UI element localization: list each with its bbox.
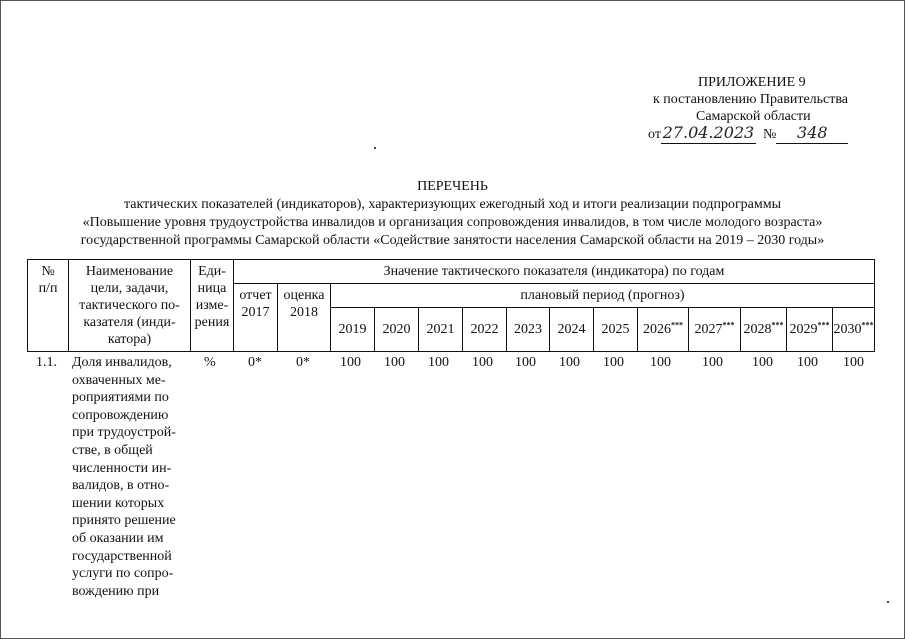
heading-title: ПЕРЕЧЕНЬ bbox=[417, 179, 488, 194]
header-values-by-year: Значение тактического показателя (индикатора) по годам bbox=[234, 260, 875, 284]
header-unit-line: рения bbox=[194, 315, 230, 330]
header-name-line: Наименование bbox=[85, 264, 174, 279]
row-value-2022: 100 bbox=[472, 355, 493, 370]
year-2028-label: 2028 bbox=[743, 322, 772, 337]
row-value-2021: 100 bbox=[428, 355, 449, 370]
year-2022: 2022 bbox=[463, 308, 507, 352]
year-2020: 2020 bbox=[375, 308, 419, 352]
header-name-line: катора) bbox=[107, 332, 152, 347]
header-name-line: тактического по- bbox=[79, 298, 180, 313]
row-value-2023: 100 bbox=[515, 355, 536, 370]
handwritten-number: 348 bbox=[797, 123, 828, 142]
row-value-2028: 100 bbox=[752, 355, 773, 370]
document-heading bbox=[0, 178, 905, 250]
row-indicator-name bbox=[72, 354, 187, 600]
name-line: шении которых bbox=[72, 495, 165, 511]
year-2021: 2021 bbox=[419, 308, 463, 352]
footnote-mark: *** bbox=[671, 320, 683, 330]
year-2024: 2024 bbox=[550, 308, 594, 352]
name-line: государственной bbox=[72, 548, 172, 564]
name-line: вождению при bbox=[72, 583, 160, 599]
name-line: принято решение bbox=[72, 513, 176, 529]
row-value-2017: 0* bbox=[248, 355, 262, 370]
appendix-resolution-line: к постановлению Правительства bbox=[653, 92, 849, 107]
heading-line-2: «Повышение уровня трудоустройства инвалидов и организация сопровождения инвалидов, в том числе молодого возраста» bbox=[82, 215, 823, 230]
row-value-2018: 0* bbox=[296, 355, 310, 370]
report-label: отчет bbox=[239, 288, 272, 303]
header-unit bbox=[191, 260, 234, 352]
row-value-2030: 100 bbox=[843, 355, 864, 370]
year-2027 bbox=[689, 308, 741, 352]
indicators-table bbox=[27, 259, 875, 352]
footnote-mark: *** bbox=[722, 320, 735, 330]
footnote-mark: *** bbox=[817, 320, 830, 330]
year-2029 bbox=[787, 308, 833, 352]
header-plan-period: плановый период (прогноз) bbox=[331, 284, 875, 308]
name-line: охваченных ме- bbox=[72, 372, 166, 388]
number-label: № bbox=[762, 127, 777, 142]
footnote-mark: *** bbox=[861, 320, 874, 330]
heading-line-3: государственной программы Самарской области «Содействие занятости населения Самарской области на 2019 – 2030 годы» bbox=[80, 233, 825, 248]
year-2026-label: 2026 bbox=[643, 322, 671, 337]
name-line: роприятиями по bbox=[72, 390, 169, 406]
name-line: численности ин- bbox=[72, 460, 172, 476]
name-line: при трудоустрой- bbox=[72, 425, 176, 441]
scan-speck bbox=[887, 601, 889, 603]
year-2025: 2025 bbox=[594, 308, 638, 352]
header-num-line: № bbox=[41, 264, 55, 279]
footnote-mark: *** bbox=[771, 320, 784, 330]
appendix-region-line: Самарской области bbox=[696, 109, 811, 124]
name-line: об оказании им bbox=[72, 530, 164, 546]
year-2026 bbox=[638, 308, 689, 352]
name-line: Доля инвалидов, bbox=[72, 355, 172, 370]
row-number: 1.1. bbox=[36, 355, 57, 370]
header-report bbox=[234, 284, 278, 352]
year-2030 bbox=[833, 308, 875, 352]
name-line: валидов, в отно- bbox=[72, 478, 170, 494]
header-num bbox=[28, 260, 69, 352]
header-unit-line: Еди- bbox=[198, 264, 226, 279]
appendix-title: ПРИЛОЖЕНИЕ 9 bbox=[698, 75, 806, 90]
year-2029-label: 2029 bbox=[789, 322, 818, 337]
row-value-2027: 100 bbox=[702, 355, 723, 370]
from-label: от bbox=[648, 127, 661, 142]
year-2028 bbox=[741, 308, 787, 352]
estimate-year: 2018 bbox=[290, 305, 318, 320]
header-name bbox=[69, 260, 191, 352]
number-field bbox=[776, 124, 848, 144]
header-unit-line: изме- bbox=[195, 298, 229, 313]
row-value-2025: 100 bbox=[603, 355, 624, 370]
appendix-date-number-line bbox=[648, 124, 848, 144]
date-field bbox=[661, 124, 756, 144]
year-2023: 2023 bbox=[507, 308, 550, 352]
handwritten-date: 27.04.2023 bbox=[662, 123, 755, 142]
name-line: услуги по сопро- bbox=[72, 566, 174, 582]
header-estimate bbox=[278, 284, 331, 352]
row-value-2019: 100 bbox=[340, 355, 361, 370]
scan-speck bbox=[374, 147, 376, 149]
row-value-2020: 100 bbox=[384, 355, 405, 370]
report-year: 2017 bbox=[241, 305, 270, 320]
year-2019: 2019 bbox=[331, 308, 375, 352]
row-value-2024: 100 bbox=[559, 355, 580, 370]
estimate-label: оценка bbox=[283, 288, 325, 303]
row-unit: % bbox=[204, 355, 216, 370]
header-unit-line: ница bbox=[197, 281, 227, 296]
header-name-line: казателя (инди- bbox=[83, 315, 176, 330]
name-line: стве, в общей bbox=[72, 442, 153, 458]
year-2027-label: 2027 bbox=[694, 322, 723, 337]
header-name-line: цели, задачи, bbox=[90, 281, 169, 296]
row-value-2026: 100 bbox=[650, 355, 671, 370]
name-line: сопровождению bbox=[72, 407, 169, 423]
year-2030-label: 2030 bbox=[833, 322, 862, 337]
header-num-line: п/п bbox=[38, 281, 58, 296]
heading-line-1: тактических показателей (индикаторов), характеризующих ежегодный ход и итоги реализации подпрограммы bbox=[123, 197, 782, 212]
row-value-2029: 100 bbox=[797, 355, 818, 370]
